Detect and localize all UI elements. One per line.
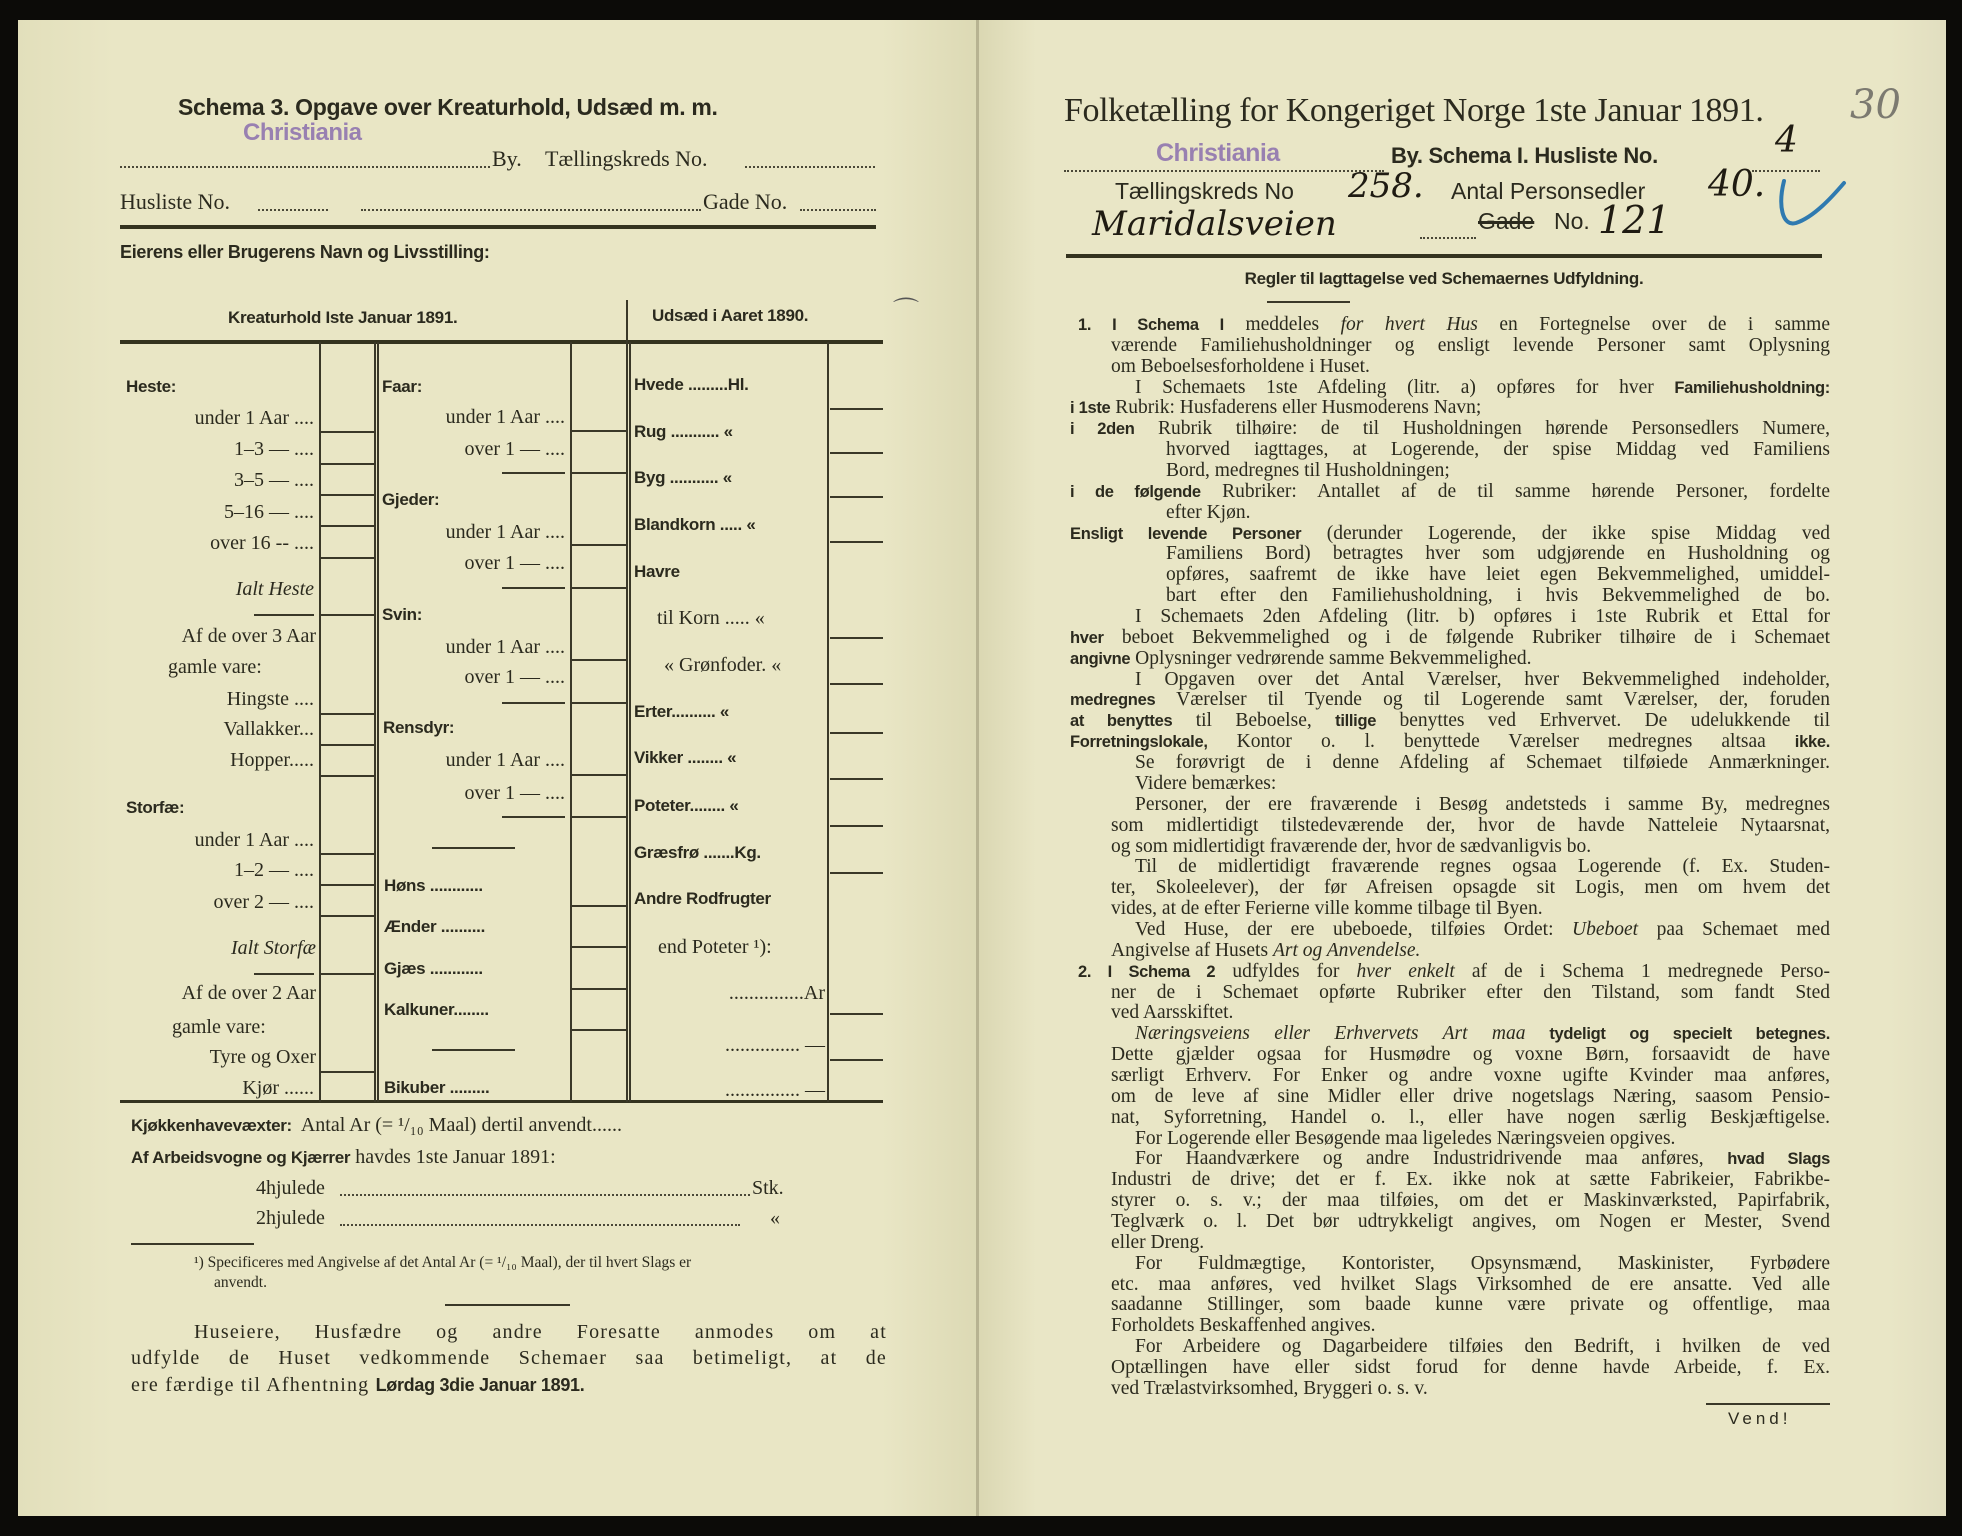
antal-value: 40. (1708, 164, 1766, 205)
row-label: Hingste .... (226, 688, 314, 710)
wagons-row (131, 1145, 556, 1170)
entry-blank-line (830, 637, 883, 639)
entry-blank-line (830, 1013, 883, 1015)
rule-text: opføres, saafremt de ikke have leiet egen Bekvemmelighed, umiddel- (1166, 564, 1830, 586)
four-wheel-label: 4hjulede (256, 1177, 325, 1199)
row-label: under 1 Aar .... (445, 749, 565, 771)
row-label: Rug ........... « (634, 422, 733, 441)
kitchen-garden-label: Kjøkkenhavevæxter: (131, 1116, 292, 1135)
rule-text: medregnes (1070, 691, 1156, 710)
entry-blank-line (502, 816, 565, 818)
entry-blank-line (571, 587, 626, 589)
pickup-date: Lørdag 3die Januar 1891. (375, 1375, 585, 1395)
rule-line (1166, 502, 1830, 524)
rule-text: Forholdets Beskaffenhed angives. (1111, 1315, 1376, 1337)
rule-text: beboet Bekvemmelighed og i de følgende Rubriker tilhøire de i Schemaet (1103, 626, 1830, 648)
rule-line (1166, 439, 1830, 461)
entry-blank-line (571, 544, 626, 546)
header-seed: Udsæd i Aaret 1890. (652, 306, 809, 325)
rule-text: Ensligt levende Personer (1070, 524, 1302, 543)
wagons-label: Af Arbeidsvogne og Kjærrer (131, 1148, 351, 1167)
rule-text: at benyttes (1070, 712, 1173, 731)
entry-blank-line (571, 905, 626, 907)
rule-text: styrer o. s. v.; der maa tilføies, om det er Maskinværksted, Papirfabrik, (1111, 1190, 1830, 1212)
schema-line: By. Schema I. Husliste No. (1391, 143, 1658, 168)
rule-line (1111, 836, 1830, 858)
row-label: Havre (634, 562, 680, 581)
kitchen-garden-row (131, 1113, 622, 1138)
rule-text: Næringsveiens eller Erhvervets Art maa (1135, 1023, 1526, 1045)
rule-text: eller Dreng. (1111, 1231, 1205, 1253)
rules-heading: Regler til Iagttagelse ved Schemaernes Udfyldning. (1244, 269, 1644, 288)
rule-line (1111, 940, 1830, 962)
entry-blank-line (571, 946, 626, 948)
entry-blank-line (320, 463, 374, 465)
rule-text: paa Schemaet med (1638, 918, 1830, 940)
rule-line (1078, 961, 1830, 983)
entry-blank-line (571, 1029, 626, 1031)
footnote-rule (131, 1243, 254, 1245)
rule-text: Videre bemærkes: (1135, 772, 1277, 794)
row-label: Kalkuner........ (384, 1000, 489, 1019)
rule-text: Art og Anvendelse. (1272, 939, 1421, 961)
rule-line (1070, 418, 1830, 440)
entry-blank-line (320, 853, 374, 855)
turn-over-label: Vend! (1728, 1409, 1792, 1428)
city-blank (120, 166, 490, 168)
footnote-line: ¹) Specificeres med Angivelse af det Antal Ar (= ¹/₁₀ Maal), der til hvert Slags er (194, 1254, 692, 1271)
entry-blank-line (830, 496, 883, 498)
row-label: 5–16 — .... (224, 501, 314, 523)
rule-text: Personer, der ere fraværende i Besøg andetsteds i samme By, medregnes (1135, 793, 1830, 815)
rule-line (1135, 773, 1830, 795)
entry-blank-line (320, 775, 374, 777)
entry-blank-line (320, 494, 374, 496)
two-wheel-unit: « (770, 1207, 780, 1229)
rule-line (1111, 815, 1830, 837)
street-value: Maridalsveien (1092, 204, 1337, 244)
row-label: over 16 -- .... (210, 532, 314, 554)
entry-blank-line (254, 614, 314, 616)
entry-blank-line (830, 732, 883, 734)
caret-mark: ⌒ (893, 297, 920, 326)
kreds-value: 258. (1348, 166, 1424, 206)
rule-line (1070, 627, 1830, 649)
pencil-page-number: 30 (1850, 82, 1901, 128)
rule-text: vides, at de efter Ferierne ville komme tilbage til Byen. (1111, 898, 1543, 920)
husliste-label: Husliste No. (120, 189, 230, 214)
gade-struck: Gade (1478, 208, 1535, 234)
entry-blank-line (571, 659, 626, 661)
row-label: Vallakker... (223, 718, 314, 740)
rule-line (1078, 314, 1830, 336)
entry-blank-line (571, 774, 626, 776)
rule-line (1111, 877, 1830, 899)
rule-line (1111, 1002, 1830, 1024)
rule-line (1111, 1211, 1830, 1233)
row-label: Andre Rodfrugter (634, 889, 771, 908)
entry-blank-line (432, 847, 515, 849)
rule-line (1166, 543, 1830, 565)
four-wheel-blank (340, 1194, 750, 1196)
rule-text: i 1ste (1070, 399, 1111, 418)
header-animals: Kreaturhold Iste Januar 1891. (228, 308, 458, 327)
row-label: 1–3 — .... (234, 438, 314, 460)
rule-text: Bord, medregnes til Husholdningen; (1166, 460, 1450, 482)
row-label: over 1 — .... (464, 552, 565, 574)
right-title: Folketælling for Kongeriget Norge 1ste Januar 1891. (1064, 92, 1764, 129)
row-label: under 1 Aar .... (445, 521, 565, 543)
rule-text: etc. maa anføres, ved hvilket Slags Virksomhed de ere ansatte. Ved alle (1111, 1273, 1830, 1295)
rule-text: I Opgaven over det Antal Værelser, hver Bekvemmelighed indeholder, (1135, 668, 1830, 690)
row-label: « Grønfoder. « (664, 654, 782, 676)
rule-line (1070, 481, 1830, 503)
rule-text: Rubrik: Husfaderens eller Husmoderens Navn; (1110, 397, 1482, 419)
rule-text: hvorved iagttages, at Logerende, der spise Middag ved Familiens (1166, 439, 1830, 461)
rule-text: ved Aarsskiftet. (1111, 1002, 1234, 1024)
table-column-rule (626, 300, 628, 1102)
rule-line (1070, 648, 1830, 670)
rule-text: ikke. (1794, 733, 1830, 752)
christiania-stamp-left: Christiania (243, 119, 362, 146)
gade-label: Gade No. (703, 189, 788, 214)
entry-blank-line (502, 472, 565, 474)
rule-line (1111, 1315, 1830, 1337)
rule-line (1135, 752, 1830, 774)
row-label: under 1 Aar .... (445, 636, 565, 658)
row-label: Hvede .........Hl. (634, 375, 749, 394)
no-label: No. (1554, 208, 1590, 234)
rule-text: som midlertidigt tilstedeværende der, hvor de havde Natteleie Nytaarsnat, (1111, 814, 1830, 836)
notice-text: ere færdige til Afhentning (131, 1374, 370, 1396)
entry-blank-line (571, 702, 626, 704)
kreds-label: Tællingskreds No (1115, 178, 1294, 204)
rule-text: Ved Huse, der ere ubeboede, tilføies Ordet: (1135, 918, 1573, 940)
entry-blank-line (571, 816, 626, 818)
entry-blank-line (830, 778, 883, 780)
rule-text: Industri de drive; det er f. Ex. ikke nok at sætte Fabrikeier, Fabrikbe- (1111, 1169, 1830, 1191)
row-label: Faar: (382, 377, 423, 396)
rule-line (1135, 1128, 1830, 1150)
rule-line (1111, 1274, 1830, 1296)
row-label: Tyre og Oxer (209, 1046, 316, 1068)
rule-text: saadanne Stillinger, som baade kunne være private og offentlige, maa (1111, 1294, 1830, 1316)
rule-line (1135, 1023, 1830, 1045)
row-label: Heste: (126, 377, 177, 396)
rule-text: Til de midlertidigt fraværende regnes ogsaa Logerende (f. Ex. Studen- (1135, 856, 1830, 878)
rule-text: udfyldes for (1215, 960, 1357, 982)
table-column-rule (377, 342, 379, 1102)
rule-text: værende Familiehusholdninger og ensligt levende Personer samt Oplysning (1111, 334, 1830, 356)
rule-text: Optællingen have eller sidst forud for denne havde Arbeide, f. Ex. (1111, 1357, 1830, 1378)
row-label: Græsfrø .......Kg. (634, 843, 761, 862)
row-label: Storfæ: (126, 798, 185, 817)
city-blank (1064, 170, 1384, 172)
gade-blank (800, 209, 876, 211)
rule-text: tillige (1335, 712, 1377, 731)
rule-line (1070, 397, 1830, 419)
table-column-rule (319, 342, 321, 1102)
rule-line (1111, 1044, 1830, 1066)
rule-text: I Schemaets 2den Afdeling (litr. b) opføres i 1ste Rubrik et Ettal for (1135, 606, 1830, 628)
row-label: under 1 Aar .... (194, 829, 314, 851)
rule-line (1070, 689, 1830, 711)
rule-line (1135, 1148, 1830, 1170)
rule-text: For Arbeidere og Dagarbeidere tilføies den Bedrift, i hvilken de ved (1135, 1336, 1830, 1358)
rule-line (1111, 1169, 1830, 1191)
rule-line (1111, 1086, 1830, 1108)
row-label: under 1 Aar .... (194, 407, 314, 429)
left-title: Schema 3. Opgave over Kreaturhold, Udsæd m. m. (178, 94, 718, 120)
rule-text: hver (1070, 628, 1104, 647)
row-label: Bikuber ......... (384, 1078, 490, 1097)
rule-line (1135, 669, 1830, 691)
blue-check-mark (1776, 175, 1848, 231)
row-label: Vikker ........ « (634, 748, 737, 767)
rule-text: ter, Skoleelever), der før Afreisen opsagde sit Logis, men om hvem det (1111, 877, 1830, 899)
rule-text: til Beboelse, (1172, 710, 1336, 732)
two-wheel-label: 2hjulede (256, 1207, 325, 1229)
rule-line (1135, 919, 1830, 941)
row-label: gamle vare: (168, 656, 262, 678)
table-top-rule (120, 340, 883, 344)
row-label: Kjør ...... (242, 1077, 314, 1099)
rule-text: Teglværk o. l. Det bør udtrykkeligt angives, om Nogen er Mester, Svend (1111, 1210, 1830, 1232)
row-label: ............... — (725, 1079, 825, 1101)
rule-text: bart efter den Familiehusholdning, i hvis Bekvemmelighed de bo. (1166, 585, 1830, 607)
rule-line (1111, 335, 1830, 357)
rule-text: Familiens Bord) betragtes hver som udgjørende en Husholdning og (1166, 543, 1830, 565)
row-label: Rensdyr: (383, 718, 455, 737)
entry-blank-line (320, 915, 374, 917)
notice-line (131, 1373, 584, 1397)
rule-text: I Schemaets 1ste Afdeling (litr. a) opføres for hver (1135, 376, 1675, 398)
entry-blank-line (320, 973, 374, 975)
row-label: under 1 Aar .... (445, 406, 565, 428)
row-label: til Korn ..... « (657, 607, 765, 629)
rule-line (1135, 794, 1830, 816)
entry-blank-line (571, 988, 626, 990)
total-label: Ialt Storfæ (230, 937, 316, 959)
row-label: over 1 — .... (464, 782, 565, 804)
entry-blank-line (830, 872, 883, 874)
header-rule (1066, 254, 1822, 258)
row-label: Høns ............ (384, 876, 483, 895)
row-label: over 1 — .... (464, 438, 565, 460)
rule-text: For Fuldmægtige, Kontorister, Opsynsmænd, Maskinister, Fyrbødere (1135, 1252, 1830, 1274)
by-label: By. (492, 146, 522, 171)
rule-text: om Beboelsesforholdene i Huset. (1111, 355, 1370, 377)
rule-text: angivne (1070, 649, 1131, 668)
entry-blank-line (830, 408, 883, 410)
total-label: Ialt Heste (235, 578, 314, 600)
entry-blank-line (432, 1049, 515, 1051)
owner-label: Eierens eller Brugerens Navn og Livsstilling: (120, 242, 490, 262)
rule-text: efter Kjøn. (1166, 501, 1251, 523)
entry-blank-line (830, 825, 883, 827)
rule-text: Ubeboet (1572, 918, 1639, 940)
entry-blank-line (571, 472, 626, 474)
rule-text: Se forøvrigt de i denne Afdeling af Schemaet tilføiede Anmærkninger. (1135, 752, 1830, 774)
rule-text: Familiehusholdning: (1674, 378, 1830, 397)
entry-blank-line (830, 1059, 883, 1061)
notice-line: udfylde de Huset vedkommende Schemaer saa betimeligt, at de (131, 1347, 887, 1369)
rule-line (1135, 856, 1830, 878)
rule-text: Kontor o. l. benyttede Værelser medregnes altsaa (1207, 731, 1795, 753)
entry-blank-line (502, 587, 565, 589)
entry-blank-line (320, 525, 374, 527)
entry-blank-line (320, 713, 374, 715)
vend-rule (1706, 1403, 1830, 1405)
rule-text: meddeles (1223, 314, 1341, 335)
rule-line (1111, 1294, 1830, 1316)
rule-text: For Haandværkere og andre Industridrivende maa anføres, (1135, 1148, 1728, 1170)
entry-blank-line (830, 683, 883, 685)
table-column-rule (374, 342, 376, 1102)
row-label: Poteter........ « (634, 796, 739, 815)
rule-line (1166, 585, 1830, 607)
notice-rule (445, 1304, 570, 1306)
footnote-line: anvendt. (214, 1274, 267, 1291)
row-label: ...............Ar (728, 982, 825, 1004)
row-label: end Poteter ¹): (658, 936, 772, 958)
rule-line (1135, 606, 1830, 628)
rule-text: i de følgende (1070, 482, 1201, 501)
rule-text: benyttes ved Erhvervet. De udelukkende til (1376, 710, 1831, 732)
husliste-blank (258, 209, 328, 211)
kreds-blank (745, 166, 875, 168)
rule-line (1166, 460, 1830, 482)
row-label: 1–2 — .... (234, 859, 314, 881)
entry-blank-line (320, 1071, 374, 1073)
entry-blank-line (830, 541, 883, 543)
row-label: Erter.......... « (634, 702, 730, 721)
rule-text: Forretningslokale, (1070, 733, 1208, 752)
row-label: Af de over 2 Aar (181, 982, 316, 1004)
rule-line (1135, 377, 1830, 399)
rule-text: 1. I Schema I (1078, 316, 1224, 334)
rule-line (1111, 1065, 1830, 1087)
rule-text: Dette gjælder ogsaa for Husmødre og voxne Børn, forsaavidt de have (1111, 1044, 1830, 1066)
row-label: Byg ........... « (634, 468, 732, 487)
husliste-value: 4 (1775, 120, 1798, 161)
rule-text: Rubriker: Antallet af de til samme hørende Personer, fordelte (1200, 480, 1830, 502)
rule-text: ner de i Schemaet opførte Rubriker efter den Tilstand, som fandt Sted (1111, 981, 1830, 1003)
rule-text: hver enkelt (1356, 960, 1455, 982)
rule-text: og som midlertidigt fraværende der, hvor de sædvanligvis bo. (1111, 835, 1592, 857)
street-blank (1420, 237, 1476, 239)
rule-text: (derunder Logerende, der ikke spise Middag ved (1301, 522, 1830, 544)
rule-text: Angivelse af Husets (1111, 939, 1273, 961)
rule-line (1111, 356, 1830, 378)
rule-line (1111, 1190, 1830, 1212)
entry-blank-line (254, 973, 314, 975)
rule-text: af de i Schema 1 medregnede Perso- (1454, 960, 1830, 982)
row-label: 3–5 — .... (234, 469, 314, 491)
rule-line (1111, 1232, 1830, 1254)
house-number-value: 121 (1598, 198, 1671, 242)
rule-text: 2. I Schema 2 (1078, 962, 1216, 981)
rule-line (1070, 710, 1830, 732)
rule-line (1070, 523, 1830, 545)
antal-label: Antal Personsedler (1451, 178, 1646, 204)
rule-line (1070, 731, 1830, 753)
rule-text: for hvert Hus (1340, 314, 1478, 335)
row-label: gamle vare: (172, 1016, 266, 1038)
rule-text: ved Trælastvirksomhed, Bryggeri o. s. v. (1111, 1377, 1428, 1399)
rule-text: Oplysninger vedrørende samme Bekvemmelighed. (1130, 647, 1532, 669)
rule-line (1111, 1357, 1830, 1379)
entry-blank-line (320, 431, 374, 433)
kitchen-garden-text: Antal Ar (= ¹/₁₀ Maal) dertil anvendt...... (300, 1114, 622, 1136)
rule-text: særligt Erhverv. For Enker og andre voxne ugifte Kvinder maa anføres, (1111, 1064, 1830, 1086)
row-label: Gjæs ............ (384, 959, 483, 978)
table-column-rule (827, 342, 829, 1102)
christiania-stamp-right: Christiania (1156, 139, 1280, 167)
entry-blank-line (502, 702, 565, 704)
row-label: over 2 — .... (213, 891, 314, 913)
entry-blank-line (320, 744, 374, 746)
rule-text: en Fortegnelse over de i samme (1477, 314, 1831, 335)
rule-text: hvad Slags (1727, 1150, 1830, 1169)
entry-blank-line (320, 557, 374, 559)
two-wheel-blank (340, 1224, 740, 1226)
entry-blank-line (830, 452, 883, 454)
entry-blank-line (320, 884, 374, 886)
row-label: Svin: (382, 605, 423, 624)
rule-line (1135, 1253, 1830, 1275)
row-label: over 1 — .... (464, 666, 565, 688)
rule-text: For Logerende eller Besøgende maa ligeledes Næringsveien opgives. (1135, 1127, 1676, 1149)
rule-line (1111, 1107, 1830, 1129)
rule-text: tydeligt og specielt betegnes. (1525, 1025, 1830, 1044)
row-label: Af de over 3 Aar (181, 625, 316, 647)
rule-line (1135, 1336, 1830, 1358)
rule-line (1111, 898, 1830, 920)
entry-blank-line (320, 614, 374, 616)
rules-rule (1267, 301, 1350, 303)
row-label: Blandkorn ..... « (634, 515, 756, 534)
rule-line (1166, 564, 1830, 586)
rule-text: nat, Syforretning, Handel o. l., eller have nogen særlig Beskjæftigelse. (1111, 1106, 1830, 1128)
row-label: ............... — (725, 1034, 825, 1056)
street-blank (361, 209, 701, 211)
rule-text: Rubrik tilhøire: de til Husholdningen hørende Personsedlers Numere, (1134, 418, 1830, 440)
rule-line (1111, 982, 1830, 1004)
notice-line: Huseiere, Husfædre og andre Foresatte anmodes om at (194, 1321, 887, 1343)
rule-line (1111, 1378, 1830, 1400)
kreds-label: Tællingskreds No. (545, 146, 708, 171)
page-gutter (976, 20, 979, 1516)
wagons-text: havdes 1ste Januar 1891: (355, 1146, 556, 1168)
row-label: Gjeder: (382, 490, 440, 509)
divider (120, 225, 876, 229)
four-wheel-unit: Stk. (752, 1177, 784, 1199)
rule-text: om de leve af sine Midler eller drive nogetslags Næring, saasom Pensio- (1111, 1085, 1830, 1107)
rule-text: Værelser til Tyende og til Logerende samt Værelser, der, foruden (1155, 689, 1830, 711)
row-label: Hopper..... (230, 749, 314, 771)
entry-blank-line (571, 430, 626, 432)
row-label: Ænder .......... (384, 917, 485, 936)
rule-text: i 2den (1070, 420, 1135, 439)
